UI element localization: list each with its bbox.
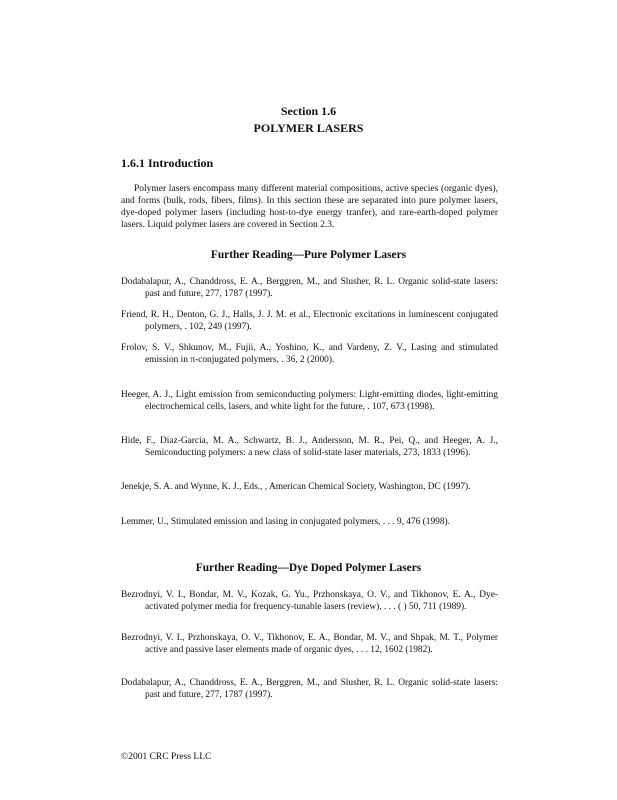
reference-item: Lemmer, U., Stimulated emission and lasing in conjugated polymers, . . . 9, 476 (1998). [121, 517, 450, 527]
reference-item: Hide, F., Diaz-Garcia, M. A., Schwartz, B. J., Andersson, M. R., Pei, Q., and Heeger, A. J., Semiconducting polymers: a new class of solid-state laser materials, 273, 1833 (1996). [121, 436, 498, 459]
section-title: POLYMER LASERS [253, 121, 364, 135]
dye-doped-heading: Further Reading—Dye Doped Polymer Lasers [195, 562, 422, 574]
reference-item: Heeger, A. J., Light emission from semiconducting polymers: Light-emitting diodes, light-emitting electrochemical cells, lasers, and white light for the future, . 107, 673 (1998). [121, 390, 498, 413]
section-number: Section 1.6 [280, 104, 337, 118]
reference-item: Bezrodnyi, V. I., Bondar, M. V., Kozak, G. Yu., Przhonskaya, O. V., and Tikhonov, E. A., Dye-activated polymer media for frequency-tunable lasers (review), . . . ( ) 50, 711 (1989). [121, 590, 498, 613]
reference-item: Bezrodnyi, V. I., Przhonskaya, O. V., Tikhonov, E. A., Bondar, M. V., and Shpak, M. T., Polymer active and passive laser elements made of organic dyes, . . . 12, 1602 (1982). [121, 633, 498, 656]
reference-item: Friend, R. H., Denton, G. J., Halls, J. J. M. et al., Electronic excitations in luminescent conjugated polymers, . 102, 249 (1997). [121, 310, 498, 333]
reference-item: Jenekje, S. A. and Wynne, K. J., Eds., , American Chemical Society, Washington, DC (1997). [121, 482, 471, 492]
reference-item: Dodabalapur, A., Chanddross, E. A., Berggren, M., and Slusher, R. L. Organic solid-state lasers: past and future, 277, 1787 (1997). [121, 277, 498, 300]
reference-item: Frolov, S. V., Shkunov, M., Fujii, A., Yoshino, K., and Vardeny, Z. V., Lasing and stimulated emission in π-conjugated polymers, . 36, 2 (2000). [121, 343, 498, 366]
reference-item: Dodabalapur, A., Chanddross, E. A., Berggren, M., and Slusher, R. L. Organic solid-state lasers: past and future, 277, 1787 (1997). [121, 678, 498, 701]
introduction-heading: 1.6.1 Introduction [121, 156, 214, 170]
copyright-footer: ©2001 CRC Press LLC [121, 752, 212, 762]
pure-polymer-heading: Further Reading—Pure Polymer Lasers [210, 249, 407, 261]
introduction-paragraph: Polymer lasers encompass many different material compositions, active species (organic dyes), and forms (bulk, rods, fibers, films). In this section these are separated into pure polymer lasers, dye-doped polymer lasers (including host-to-dye energy tranfer), and rare-earth-doped polymer lasers. Liquid polymer lasers are covered in Section 2.3. [121, 184, 498, 231]
